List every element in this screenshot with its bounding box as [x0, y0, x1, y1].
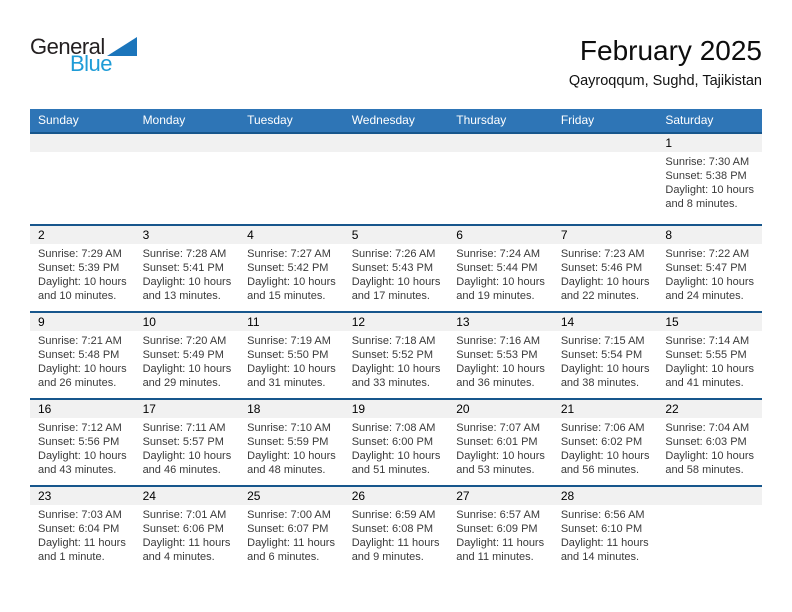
day-number: 25 — [239, 487, 344, 505]
sunrise-text: Sunrise: 7:11 AM — [142, 422, 226, 434]
sunrise-text: Sunrise: 7:24 AM — [456, 248, 541, 260]
day-number: 26 — [344, 487, 449, 505]
day-cell-20 — [448, 399, 553, 486]
sunrise-text: Sunrise: 7:06 AM — [560, 422, 645, 434]
sunset-text: Sunset: 6:10 PM — [560, 523, 643, 535]
daylight-text: Daylight: 10 hours — [665, 276, 755, 288]
daylight-text-cont: and 4 minutes. — [142, 551, 215, 563]
calendar-table — [30, 109, 762, 573]
day-cell-11 — [239, 312, 344, 399]
week-row-3 — [30, 312, 762, 399]
day-cell-empty — [344, 133, 449, 225]
daylight-text-cont: and 46 minutes. — [142, 464, 221, 476]
day-cell-13 — [448, 312, 553, 399]
sunrise-text: Sunrise: 7:01 AM — [142, 509, 227, 521]
day-cell-empty — [135, 133, 240, 225]
location-subtitle: Qayroqqum, Sughd, Tajikistan — [568, 73, 762, 89]
daylight-text-cont: and 31 minutes. — [247, 377, 326, 389]
sunset-text: Sunset: 5:54 PM — [560, 349, 643, 361]
weekday-header-row — [30, 109, 762, 133]
day-number: 20 — [448, 400, 553, 418]
daylight-text-cont: and 26 minutes. — [38, 377, 117, 389]
day-cell-28 — [553, 486, 658, 573]
day-number — [553, 134, 658, 152]
sunset-text: Sunset: 6:09 PM — [456, 523, 538, 535]
daylight-text: Daylight: 10 hours — [247, 276, 336, 288]
day-number: 19 — [344, 400, 449, 418]
sunrise-text: Sunrise: 7:27 AM — [247, 248, 331, 260]
day-number: 22 — [657, 400, 762, 418]
daylight-text-cont: and 22 minutes. — [560, 290, 640, 302]
daylight-text: Daylight: 11 hours — [456, 537, 545, 549]
sunset-text: Sunset: 5:48 PM — [38, 349, 120, 361]
day-number: 7 — [553, 226, 658, 244]
sunset-text: Sunset: 5:42 PM — [247, 262, 329, 274]
daylight-text-cont: and 36 minutes. — [456, 377, 535, 389]
sunrise-text: Sunrise: 7:14 AM — [665, 335, 750, 347]
day-cell-8 — [657, 225, 762, 312]
sunset-text: Sunset: 5:53 PM — [456, 349, 538, 361]
day-cell-empty — [239, 133, 344, 225]
daylight-text: Daylight: 10 hours — [560, 363, 650, 375]
logo-text-general: General — [30, 34, 105, 59]
sunset-text: Sunset: 5:56 PM — [38, 436, 120, 448]
day-number — [344, 134, 449, 152]
day-number: 8 — [657, 226, 762, 244]
sunrise-text: Sunrise: 7:07 AM — [456, 422, 541, 434]
sunrise-text: Sunrise: 7:16 AM — [456, 335, 541, 347]
day-number: 24 — [135, 487, 240, 505]
sunrise-text: Sunrise: 7:22 AM — [665, 248, 750, 260]
daylight-text: Daylight: 10 hours — [560, 276, 650, 288]
day-cell-22 — [657, 399, 762, 486]
weekday-header-tuesday: Tuesday — [239, 109, 344, 133]
daylight-text: Daylight: 10 hours — [560, 450, 650, 462]
daylight-text-cont: and 24 minutes. — [665, 290, 744, 302]
day-number: 10 — [135, 313, 240, 331]
day-cell-15 — [657, 312, 762, 399]
sunset-text: Sunset: 5:59 PM — [247, 436, 329, 448]
day-cell-25 — [239, 486, 344, 573]
sunset-text: Sunset: 6:08 PM — [351, 523, 434, 535]
sunset-text: Sunset: 6:01 PM — [456, 436, 538, 448]
sunrise-text: Sunrise: 7:12 AM — [38, 422, 122, 434]
day-number: 3 — [135, 226, 240, 244]
weekday-header-friday: Friday — [553, 109, 658, 133]
daylight-text: Daylight: 10 hours — [38, 450, 127, 462]
day-number: 4 — [239, 226, 344, 244]
sunset-text: Sunset: 6:03 PM — [665, 436, 747, 448]
sunrise-text: Sunrise: 6:59 AM — [351, 509, 436, 521]
daylight-text-cont: and 53 minutes. — [456, 464, 535, 476]
sunset-text: Sunset: 5:57 PM — [142, 436, 224, 448]
sunset-text: Sunset: 5:49 PM — [142, 349, 224, 361]
day-cell-24 — [135, 486, 240, 573]
daylight-text-cont: and 8 minutes. — [665, 198, 738, 210]
day-number: 28 — [553, 487, 658, 505]
day-number: 18 — [239, 400, 344, 418]
daylight-text: Daylight: 10 hours — [456, 276, 545, 288]
weekday-header-saturday: Saturday — [657, 109, 762, 133]
daylight-text-cont: and 29 minutes. — [142, 377, 221, 389]
day-number: 15 — [657, 313, 762, 331]
daylight-text: Daylight: 10 hours — [665, 450, 755, 462]
day-cell-6 — [448, 225, 553, 312]
sunset-text: Sunset: 5:41 PM — [142, 262, 224, 274]
daylight-text-cont: and 56 minutes. — [560, 464, 640, 476]
daylight-text: Daylight: 10 hours — [456, 363, 545, 375]
daylight-text-cont: and 33 minutes. — [351, 377, 430, 389]
daylight-text-cont: and 14 minutes. — [560, 551, 640, 563]
day-number: 1 — [657, 134, 762, 152]
daylight-text: Daylight: 11 hours — [38, 537, 126, 549]
week-row-5 — [30, 486, 762, 573]
sunrise-text: Sunrise: 7:03 AM — [38, 509, 122, 521]
day-cell-26 — [344, 486, 449, 573]
day-cell-5 — [344, 225, 449, 312]
day-cell-23 — [30, 486, 135, 573]
day-number — [448, 134, 553, 152]
sunset-text: Sunset: 5:38 PM — [665, 170, 747, 182]
page-title: February 2025 — [579, 35, 762, 66]
day-cell-10 — [135, 312, 240, 399]
weekday-header-wednesday: Wednesday — [344, 109, 449, 133]
sunrise-text: Sunrise: 7:21 AM — [38, 335, 122, 347]
daylight-text-cont: and 15 minutes. — [247, 290, 326, 302]
daylight-text-cont: and 51 minutes. — [351, 464, 430, 476]
daylight-text: Daylight: 10 hours — [665, 184, 755, 196]
day-cell-27 — [448, 486, 553, 573]
sunrise-text: Sunrise: 7:15 AM — [560, 335, 645, 347]
sunset-text: Sunset: 5:55 PM — [665, 349, 747, 361]
day-cell-empty — [448, 133, 553, 225]
logo-text-blue: Blue — [70, 51, 113, 76]
day-cell-21 — [553, 399, 658, 486]
sunrise-text: Sunrise: 7:08 AM — [351, 422, 436, 434]
daylight-text-cont: and 10 minutes. — [38, 290, 117, 302]
daylight-text-cont: and 43 minutes. — [38, 464, 117, 476]
daylight-text: Daylight: 10 hours — [665, 363, 755, 375]
sunrise-text: Sunrise: 7:19 AM — [247, 335, 331, 347]
day-number: 6 — [448, 226, 553, 244]
sunrise-text: Sunrise: 7:30 AM — [665, 156, 750, 168]
sunrise-text: Sunrise: 7:23 AM — [560, 248, 645, 260]
sunset-text: Sunset: 6:07 PM — [247, 523, 329, 535]
daylight-text-cont: and 38 minutes. — [560, 377, 640, 389]
daylight-text-cont: and 19 minutes. — [456, 290, 535, 302]
day-number: 14 — [553, 313, 658, 331]
daylight-text: Daylight: 10 hours — [351, 450, 441, 462]
daylight-text: Daylight: 10 hours — [247, 450, 336, 462]
sunset-text: Sunset: 5:52 PM — [351, 349, 434, 361]
daylight-text: Daylight: 11 hours — [560, 537, 649, 549]
weekday-header-sunday: Sunday — [30, 109, 135, 133]
day-number — [135, 134, 240, 152]
day-number: 21 — [553, 400, 658, 418]
weekday-header-thursday: Thursday — [448, 109, 553, 133]
daylight-text-cont: and 41 minutes. — [665, 377, 744, 389]
day-number: 9 — [30, 313, 135, 331]
week-row-2 — [30, 225, 762, 312]
daylight-text-cont: and 48 minutes. — [247, 464, 326, 476]
day-number: 2 — [30, 226, 135, 244]
sunset-text: Sunset: 5:44 PM — [456, 262, 538, 274]
day-number: 16 — [30, 400, 135, 418]
sunset-text: Sunset: 6:02 PM — [560, 436, 643, 448]
week-row-1 — [30, 133, 762, 225]
daylight-text: Daylight: 10 hours — [351, 276, 441, 288]
sunrise-text: Sunrise: 7:26 AM — [351, 248, 436, 260]
weekday-header-monday: Monday — [135, 109, 240, 133]
sunset-text: Sunset: 6:04 PM — [38, 523, 120, 535]
general-blue-logo — [30, 34, 137, 74]
day-cell-18 — [239, 399, 344, 486]
sunrise-text: Sunrise: 7:20 AM — [142, 335, 227, 347]
day-cell-17 — [135, 399, 240, 486]
title-block — [569, 34, 762, 89]
daylight-text-cont: and 17 minutes. — [351, 290, 430, 302]
day-cell-2 — [30, 225, 135, 312]
day-cell-14 — [553, 312, 658, 399]
day-number: 11 — [239, 313, 344, 331]
sunset-text: Sunset: 6:06 PM — [142, 523, 224, 535]
daylight-text: Daylight: 10 hours — [456, 450, 545, 462]
sunrise-text: Sunrise: 7:00 AM — [247, 509, 331, 521]
daylight-text-cont: and 9 minutes. — [351, 551, 424, 563]
day-cell-19 — [344, 399, 449, 486]
daylight-text-cont: and 6 minutes. — [247, 551, 320, 563]
daylight-text-cont: and 1 minute. — [38, 551, 105, 563]
day-number — [239, 134, 344, 152]
daylight-text: Daylight: 11 hours — [247, 537, 335, 549]
day-cell-1 — [657, 133, 762, 225]
day-number: 13 — [448, 313, 553, 331]
daylight-text-cont: and 58 minutes. — [665, 464, 744, 476]
daylight-text-cont: and 13 minutes. — [142, 290, 221, 302]
sunset-text: Sunset: 6:00 PM — [351, 436, 434, 448]
sunrise-text: Sunrise: 6:57 AM — [456, 509, 541, 521]
day-cell-16 — [30, 399, 135, 486]
day-number: 17 — [135, 400, 240, 418]
day-cell-4 — [239, 225, 344, 312]
daylight-text: Daylight: 10 hours — [142, 450, 232, 462]
sunrise-text: Sunrise: 7:10 AM — [247, 422, 331, 434]
daylight-text: Daylight: 10 hours — [38, 363, 127, 375]
sunset-text: Sunset: 5:43 PM — [351, 262, 434, 274]
day-cell-3 — [135, 225, 240, 312]
week-row-4 — [30, 399, 762, 486]
day-cell-9 — [30, 312, 135, 399]
daylight-text: Daylight: 10 hours — [351, 363, 441, 375]
page-header — [0, 0, 792, 102]
sunset-text: Sunset: 5:46 PM — [560, 262, 643, 274]
daylight-text-cont: and 11 minutes. — [456, 551, 534, 563]
day-number: 5 — [344, 226, 449, 244]
sunrise-text: Sunrise: 7:28 AM — [142, 248, 227, 260]
daylight-text: Daylight: 10 hours — [38, 276, 127, 288]
daylight-text: Daylight: 11 hours — [351, 537, 440, 549]
day-number: 23 — [30, 487, 135, 505]
sunset-text: Sunset: 5:39 PM — [38, 262, 120, 274]
sunset-text: Sunset: 5:50 PM — [247, 349, 329, 361]
day-number: 27 — [448, 487, 553, 505]
daylight-text: Daylight: 11 hours — [142, 537, 231, 549]
day-cell-12 — [344, 312, 449, 399]
sunrise-text: Sunrise: 7:18 AM — [351, 335, 436, 347]
day-cell-empty — [30, 133, 135, 225]
day-cell-7 — [553, 225, 658, 312]
day-number: 12 — [344, 313, 449, 331]
sunrise-text: Sunrise: 6:56 AM — [560, 509, 645, 521]
sunrise-text: Sunrise: 7:29 AM — [38, 248, 122, 260]
daylight-text: Daylight: 10 hours — [247, 363, 336, 375]
daylight-text: Daylight: 10 hours — [142, 363, 232, 375]
day-number — [30, 134, 135, 152]
sunrise-text: Sunrise: 7:04 AM — [665, 422, 750, 434]
daylight-text: Daylight: 10 hours — [142, 276, 232, 288]
sunset-text: Sunset: 5:47 PM — [665, 262, 747, 274]
day-cell-empty — [657, 486, 762, 573]
day-number — [657, 487, 762, 505]
day-cell-empty — [553, 133, 658, 225]
